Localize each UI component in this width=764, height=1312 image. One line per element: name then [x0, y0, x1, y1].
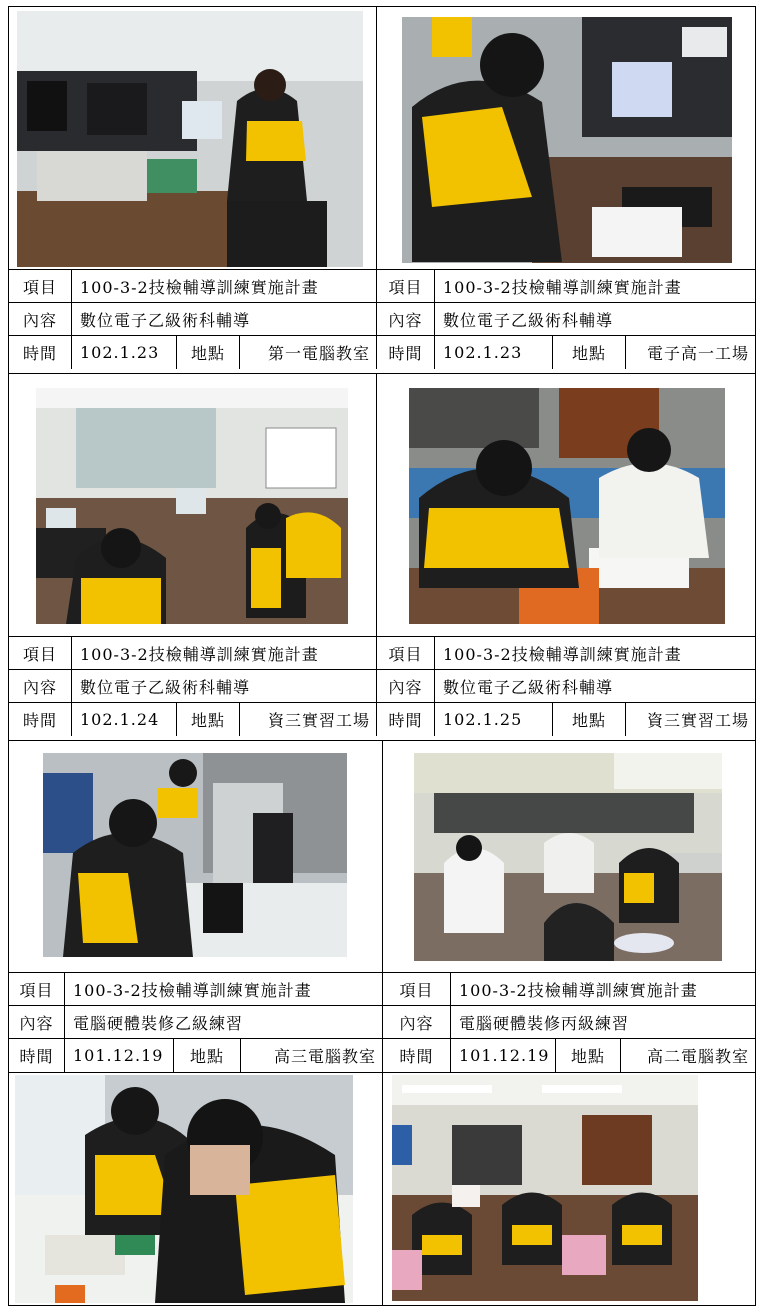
date-value-left: 102.1.24 — [80, 710, 160, 729]
time-label: 時間 — [19, 1047, 54, 1066]
date-value-left: 102.1.23 — [80, 343, 160, 362]
project-row — [9, 972, 755, 1005]
project-value-left: 100-3-2技檢輔導訓練實施計畫 — [80, 644, 319, 664]
photo-computer-classroom — [414, 753, 722, 961]
photo-workshop-wide-view — [36, 388, 348, 624]
project-value-left: 100-3-2技檢輔導訓練實施計畫 — [73, 980, 312, 1000]
project-label: 項目 — [388, 277, 423, 297]
content-label: 內容 — [22, 677, 57, 697]
place-label: 地點 — [571, 711, 606, 730]
place-label: 地點 — [570, 1047, 605, 1066]
content-label: 內容 — [399, 1013, 434, 1033]
project-label: 項目 — [22, 277, 57, 297]
place-value-right: 高二電腦教室 — [646, 1047, 749, 1066]
photo-row-2 — [9, 374, 755, 636]
project-row — [9, 269, 755, 302]
time-label: 時間 — [399, 1047, 434, 1066]
date-value-right: 101.12.19 — [459, 1046, 550, 1065]
info-table-1 — [9, 269, 755, 373]
place-value-left: 高三電腦教室 — [273, 1047, 376, 1066]
content-value-left: 數位電子乙級術科輔導 — [80, 677, 251, 697]
project-value-right: 100-3-2技檢輔導訓練實施計畫 — [443, 644, 682, 664]
project-value-left: 100-3-2技檢輔導訓練實施計畫 — [80, 277, 319, 297]
time-label: 時間 — [22, 344, 57, 363]
photo-row-3 — [9, 741, 755, 972]
content-row — [9, 1005, 755, 1038]
photo-students-building-circuit — [15, 1075, 353, 1303]
place-label: 地點 — [190, 344, 225, 363]
date-value-right: 102.1.23 — [443, 343, 523, 362]
project-value-right: 100-3-2技檢輔導訓練實施計畫 — [459, 980, 698, 1000]
time-place-row — [9, 1038, 755, 1072]
time-label: 時間 — [388, 344, 423, 363]
column-divider — [376, 7, 377, 269]
activity-record-sheet — [8, 6, 756, 1306]
project-label: 項目 — [22, 644, 57, 664]
photo-row-4 — [9, 1073, 755, 1305]
content-value-right: 數位電子乙級術科輔導 — [443, 677, 614, 697]
project-value-right: 100-3-2技檢輔導訓練實施計畫 — [443, 277, 682, 297]
photo-computer-lab-student-at-pc — [17, 11, 363, 267]
content-row — [9, 302, 755, 335]
time-place-row — [9, 702, 755, 736]
photo-student-soldering-at-pc — [402, 17, 732, 263]
content-label: 內容 — [19, 1013, 54, 1033]
project-row — [9, 636, 755, 669]
date-value-left: 101.12.19 — [73, 1046, 164, 1065]
time-label: 時間 — [388, 711, 423, 730]
date-value-right: 102.1.25 — [443, 710, 523, 729]
place-label: 地點 — [571, 344, 606, 363]
column-divider — [382, 741, 383, 972]
photo-students-writing — [409, 388, 725, 624]
time-label: 時間 — [22, 711, 57, 730]
info-table-2 — [9, 636, 755, 740]
time-place-row — [9, 335, 755, 369]
place-value-left: 資三實習工場 — [267, 711, 370, 730]
place-value-left: 第一電腦教室 — [267, 344, 370, 363]
photo-row-1 — [9, 7, 755, 269]
column-divider — [376, 374, 377, 636]
project-label: 項目 — [388, 644, 423, 664]
photo-student-using-pc — [43, 753, 347, 957]
project-label: 項目 — [399, 980, 434, 1000]
content-label: 內容 — [388, 310, 423, 330]
column-divider — [382, 1073, 383, 1305]
place-value-right: 電子高一工場 — [646, 344, 749, 363]
place-label: 地點 — [189, 1047, 224, 1066]
content-label: 內容 — [22, 310, 57, 330]
content-value-left: 電腦硬體裝修乙級練習 — [73, 1013, 244, 1033]
content-value-left: 數位電子乙級術科輔導 — [80, 310, 251, 330]
info-table-3 — [9, 972, 755, 1072]
photo-classroom-students-reading — [392, 1075, 698, 1301]
project-label: 項目 — [19, 980, 54, 1000]
place-label: 地點 — [190, 711, 225, 730]
content-value-right: 數位電子乙級術科輔導 — [443, 310, 614, 330]
content-value-right: 電腦硬體裝修丙級練習 — [459, 1013, 630, 1033]
place-value-right: 資三實習工場 — [646, 711, 749, 730]
content-row — [9, 669, 755, 702]
content-label: 內容 — [388, 677, 423, 697]
